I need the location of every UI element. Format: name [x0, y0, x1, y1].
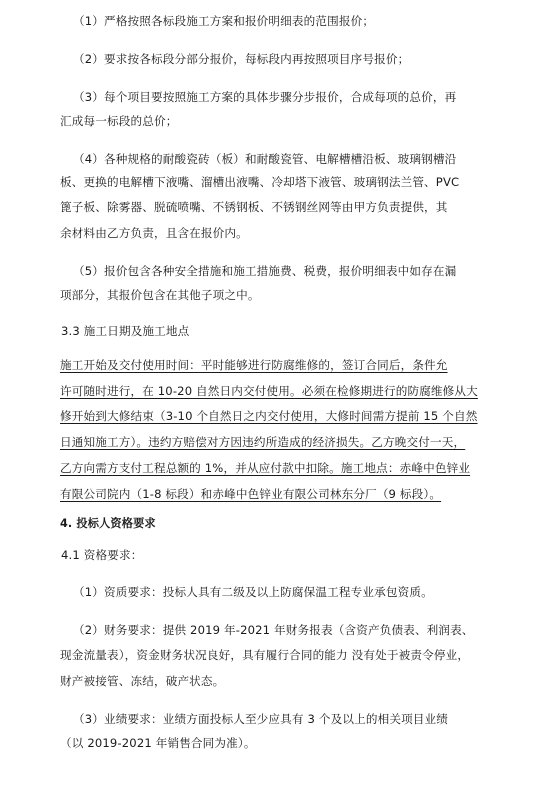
section-heading-4-1: 4.1 资格要求： [61, 548, 143, 562]
section-heading-4: 4. 投标人资格要求 [60, 517, 156, 530]
schedule-line-4: 日通知施工方）。违约方赔偿对方因违约所造成的经济损失。乙方晚交付一天， [60, 435, 466, 449]
clause-3-line-2: 汇成每一标段的总价； [60, 114, 178, 128]
clause-4-line-3: 篦子板、除雾器、脱硫喷嘴、不锈钢板、不锈钢丝网等由甲方负责提供，其 [60, 200, 448, 214]
schedule-line-5: 乙方向需方支付工程总额的 1%，并从应付款中扣除。施工地点：赤峰中色锌业 [60, 461, 471, 475]
clause-3-line-1: （3）每个项目要按照施工方案的具体步骤分步报价，合成每项的总价，再 [73, 90, 457, 104]
schedule-line-1: 施工开始及交付使用时间：平时能够进行防腐维修的，签订合同后，条件允 [60, 358, 448, 372]
clause-2: （2）要求按各标段分部分报价，每标段内再按照项目序号报价； [73, 52, 410, 66]
qualification-1: （1）资质要求：投标人具有二级及以上防腐保温工程专业承包资质。 [73, 585, 433, 599]
qualification-3-line-2: （以 2019-2021 年销售合同为准）。 [60, 736, 256, 750]
clause-5-line-1: （5）报价包含各种安全措施和施工措施费、税费，报价明细表中如存在漏 [73, 264, 457, 278]
schedule-line-6: 有限公司院内（1-8 标段）和赤峰中色锌业有限公司林东分厂（9 标段）。 [60, 487, 442, 501]
clause-4-line-2: 板、更换的电解槽下液嘴、溜槽出液嘴、冷却塔下液管、玻璃钢法兰管、PVC [60, 175, 460, 189]
clause-4-line-1: （4）各种规格的耐酸瓷砖（板）和耐酸瓷管、电解槽槽沿板、玻璃钢槽沿 [73, 152, 457, 166]
clause-5-line-2: 项部分，其报价包含在其他子项之中。 [60, 288, 260, 302]
section-heading-3-3: 3.3 施工日期及施工地点 [61, 324, 190, 338]
qualification-3-line-1: （3）业绩要求：业绩方面投标人至少应具有 3 个及以上的相关项目业绩 [73, 712, 449, 726]
schedule-line-3: 修开始到大修结束（3-10 个自然日之内交付使用，大修时间需方提前 15 个自然 [60, 409, 478, 423]
qualification-2-line-3: 财产被接管、冻结，破产状态。 [60, 674, 225, 688]
clause-1: （1）严格按照各标段施工方案和报价明细表的范围报价； [73, 14, 375, 28]
qualification-2-line-1: （2）财务要求：提供 2019 年-2021 年财务报表（含资产负债表、利润表、 [73, 623, 474, 637]
qualification-2-line-2: 现金流量表），资金财务状况良好，具有履行合同的能力 没有处于被责令停业， [60, 648, 470, 662]
clause-4-line-4: 余材料由乙方负责，且含在报价内。 [60, 226, 248, 240]
schedule-line-2: 许可随时进行，在 10-20 自然日内交付使用。必须在检修期进行的防腐维修从大 [60, 384, 478, 398]
